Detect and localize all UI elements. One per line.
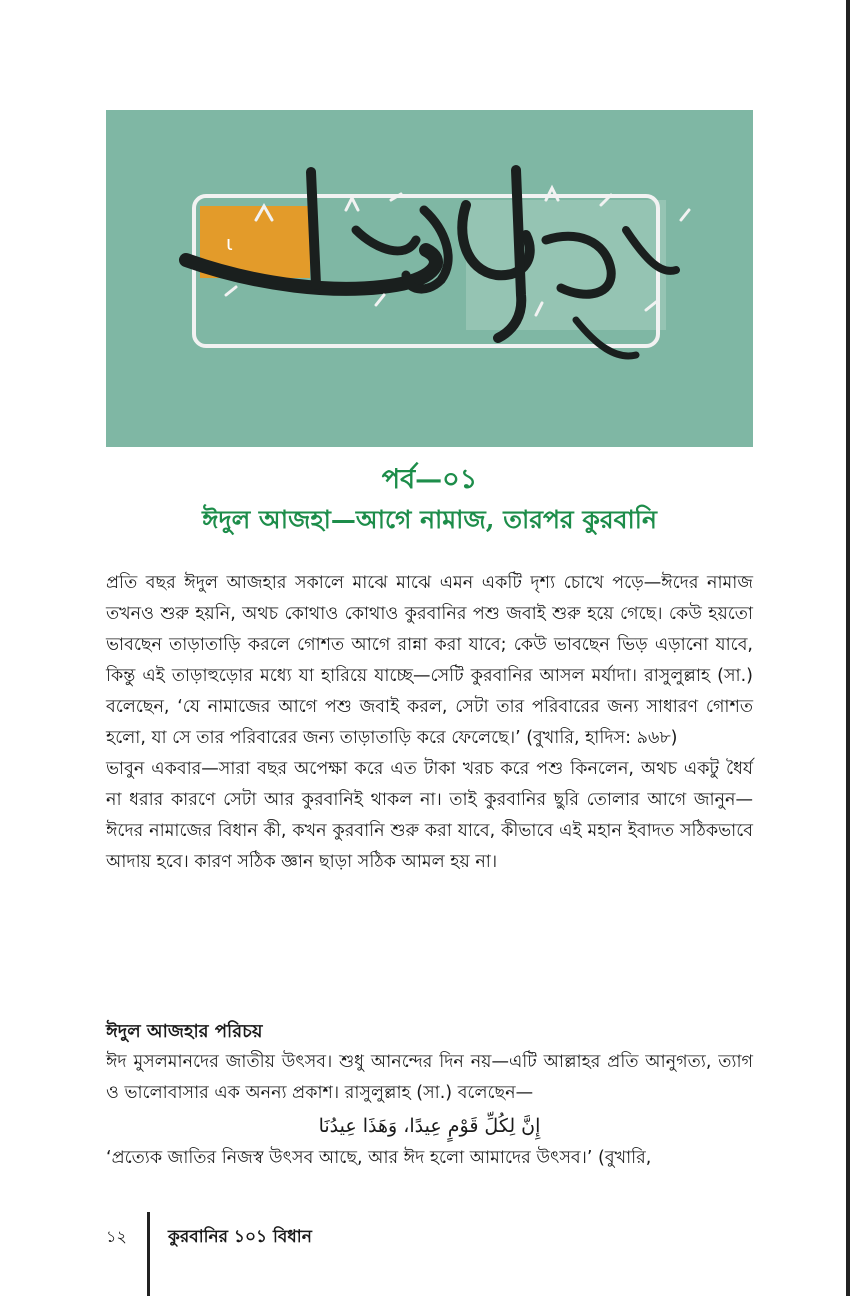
footer-divider bbox=[147, 1212, 150, 1296]
svg-text:ɩ: ɩ bbox=[226, 231, 233, 255]
section-paragraph: ঈদ মুসলমানদের জাতীয় উৎসব। শুধু আনন্দের দিন নয়—এটি আল্লাহর প্রতি আনুগত্য, ত্যাগ ও ভালোবাসার এক অনন্য প্রকাশ। রাসুলুল্লাহ (সা.) বলেছেন— bbox=[106, 1052, 753, 1103]
calligraphy-graphic bbox=[106, 110, 753, 447]
part-title: পর্ব—০১ bbox=[381, 464, 478, 495]
chapter-titles bbox=[106, 462, 753, 540]
section-body bbox=[106, 1047, 753, 1174]
page-number: ১২ bbox=[106, 1227, 127, 1246]
paragraph-2: ভাবুন একবার—সারা বছর অপেক্ষা করে এত টাকা খরচ করে পশু কিনলেন, অথচ একটু ধৈর্য না ধরার কারণে সেটা আর কুরবানিই থাকল না। তাই কুরবানির ছুরি তোলার আগে জানুন—ঈদের নামাজের বিধান কী, কখন কুরবানি শুরু করা যাবে, কীভাবে এই মহান ইবাদত সঠিকভাবে আদায় হবে। কারণ সঠিক জ্ঞান ছাড়া সঠিক আমল হয় না। bbox=[106, 759, 753, 872]
hadith-translation: ‘প্রত্যেক জাতির নিজস্ব উৎসব আছে, আর ঈদ হলো আমাদের উৎসব।’ (বুখারি, bbox=[106, 1148, 652, 1168]
eid-calligraphy-banner bbox=[106, 110, 753, 447]
arabic-hadith-quote: إِنَّ لِكُلِّ قَوْمٍ عِيدًا، وَهَذَا عِيدُنَا bbox=[318, 1115, 541, 1137]
paragraph-1: প্রতি বছর ঈদুল আজহার সকালে মাঝে মাঝে এমন একটি দৃশ্য চোখে পড়ে—ঈদের নামাজ তখনও শুরু হয়নি, অথচ কোথাও কোথাও কুরবানির পশু জবাই শুরু হয়ে গেছে। কেউ হয়তো ভাবছেন তাড়াতাড়ি করলে গোশত আগে রান্না করা যাবে; কেউ ভাবছেন ভিড় এড়ানো যাবে, কিন্তু এই তাড়াহুড়োর মধ্যে যা হারিয়ে যাচ্ছে—সেটি কুরবানির আসল মর্যাদা। রাসুলুল্লাহ (সা.) বলেছেন, ‘যে নামাজের আগে পশু জবাই করল, সেটা তার পরিবারের জন্য সাধারণ গোশত হলো, যা সে তার পরিবারের জন্য তাড়াতাড়ি করে ফেলেছে।’ (বুখারি, হাদিস: ৯৬৮) bbox=[106, 573, 753, 748]
chapter-title: ঈদুল আজহা—আগে নামাজ, তারপর কুরবানি bbox=[202, 505, 657, 534]
section-heading: ঈদুল আজহার পরিচয় bbox=[106, 1021, 263, 1042]
running-book-title: কুরবানির ১০১ বিধান bbox=[168, 1227, 312, 1247]
body-text bbox=[106, 568, 753, 878]
